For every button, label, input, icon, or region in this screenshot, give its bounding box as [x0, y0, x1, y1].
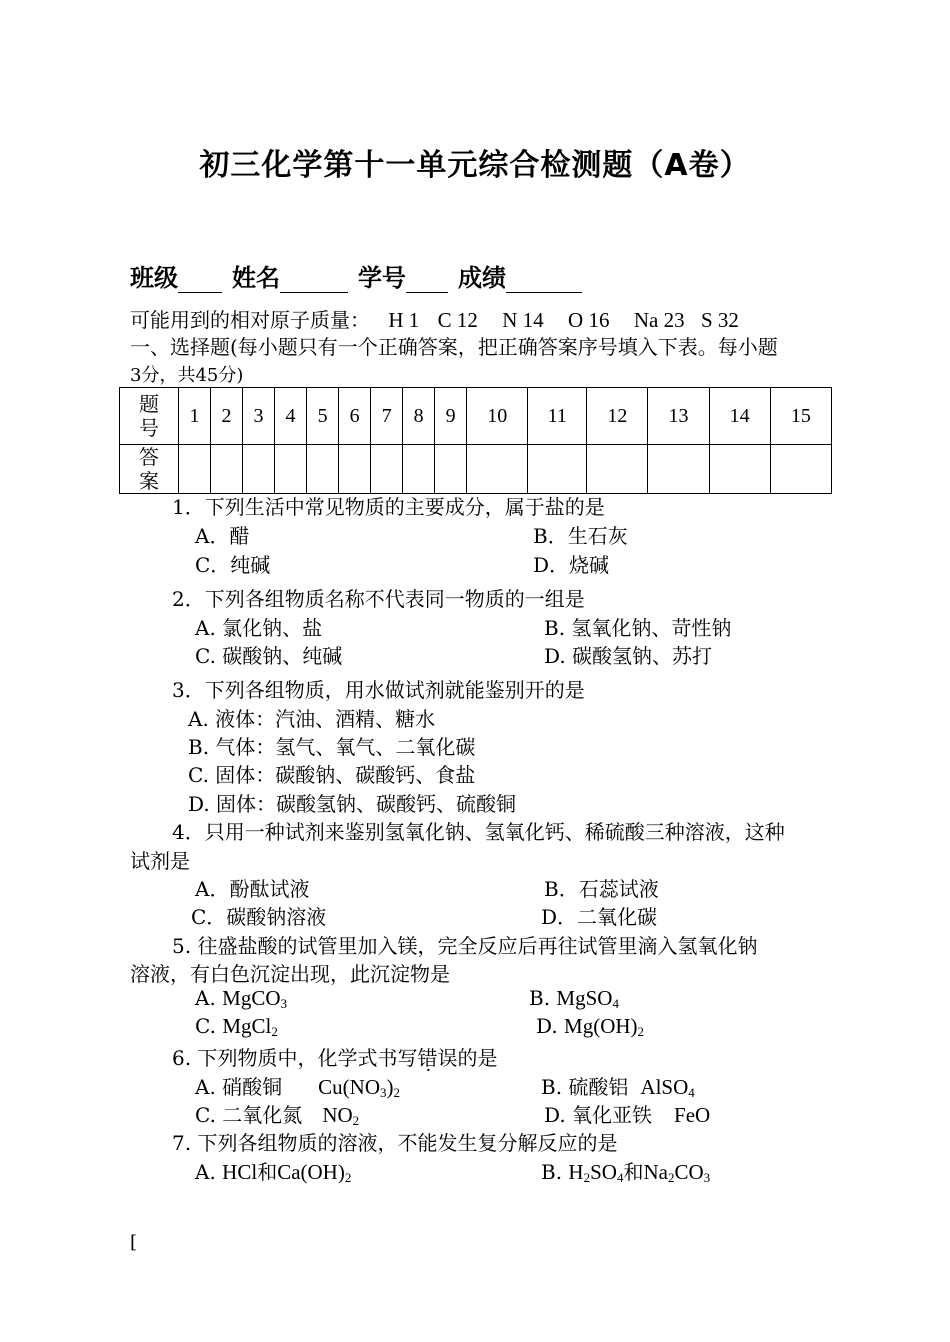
q3-option-b: B. 气体：氢气、氧气、二氧化碳 — [188, 735, 476, 759]
score-label: 成绩 — [458, 264, 506, 292]
q6-option-d: D. 氧化亚铁 FeO — [544, 1103, 711, 1127]
answer-cell[interactable] — [275, 445, 307, 494]
section-heading-line2: 3分，共45分) — [130, 365, 244, 386]
q4-option-b: B．石蕊试液 — [544, 877, 659, 901]
answer-table-header-row — [120, 388, 832, 445]
q2-stem: 2．下列各组物质名称不代表同一物质的一组是 — [172, 587, 585, 611]
q5-option-c: C. MgCl$_2$ — [195, 1014, 278, 1039]
q2-option-a: A. 氯化钠、盐 — [195, 616, 323, 640]
q5-option-b: B. MgSO$_4$ — [529, 986, 619, 1011]
answer-cell[interactable] — [587, 445, 648, 494]
q4-option-c: C．碳酸钠溶液 — [191, 905, 327, 929]
number-blank — [406, 268, 448, 293]
answer-cell[interactable] — [770, 445, 831, 494]
qnum-cell: 10 — [467, 388, 528, 445]
q7-stem: 7. 下列各组物质的溶液，不能发生复分解反应的是 — [172, 1131, 618, 1155]
q4-option-a: A．酚酞试液 — [195, 877, 310, 901]
q4-option-d: D．二氧化碳 — [541, 905, 658, 929]
answer-cell[interactable] — [339, 445, 371, 494]
q7-option-a: A. HCl和$Ca(OH)_2$ — [195, 1160, 352, 1185]
answer-cell[interactable] — [307, 445, 339, 494]
answer-table-answer-row — [120, 445, 832, 494]
q6-stem: 6. 下列物质中，化学式书写错误的是 — [172, 1046, 498, 1070]
atomic-mass-line — [130, 304, 739, 333]
q6-option-c: C. 二氧化氮 $NO_2$ — [195, 1103, 360, 1128]
answer-cell[interactable] — [211, 445, 243, 494]
atomic-mass-label: 可能用到的相对原子质量： — [130, 308, 370, 332]
section-heading-line1: 一、选择题(每小题只有一个正确答案，把正确答案序号填入下表。每小题 — [130, 335, 778, 359]
answer-header: 答 案 — [120, 445, 179, 494]
q2-option-c: C. 碳酸钠、纯碱 — [195, 644, 343, 668]
class-blank — [178, 268, 222, 293]
qnum-cell: 13 — [648, 388, 709, 445]
q1-stem: 1．下列生活中常见物质的主要成分，属于盐的是 — [172, 495, 605, 519]
qnum-cell: 1 — [179, 388, 211, 445]
class-label: 班级 — [130, 264, 178, 292]
question-number-header: 题 号 — [120, 388, 179, 445]
qnum-cell: 2 — [211, 388, 243, 445]
mass-na: Na 23 — [633, 308, 685, 332]
number-label: 学号 — [358, 264, 406, 292]
answer-cell[interactable] — [403, 445, 435, 494]
mass-n: N 14 — [502, 308, 544, 332]
answer-cell[interactable] — [467, 445, 528, 494]
q5-stem-line2: 溶液，有白色沉淀出现，此沉淀物是 — [130, 962, 450, 986]
q5-stem-line1: 5. 往盛盐酸的试管里加入镁，完全反应后再往试管里滴入氢氧化钠 — [172, 934, 758, 958]
name-label: 姓名 — [232, 264, 280, 292]
qnum-cell: 14 — [709, 388, 770, 445]
qnum-cell: 3 — [243, 388, 275, 445]
mass-c: C 12 — [437, 308, 478, 332]
answer-cell[interactable] — [179, 445, 211, 494]
score-blank — [506, 268, 582, 293]
q4-stem-line1: 4．只用一种试剂来鉴别氢氧化钠、氢氧化钙、稀硫酸三种溶液，这种 — [172, 820, 785, 844]
qnum-cell: 4 — [275, 388, 307, 445]
q3-stem: 3．下列各组物质，用水做试剂就能鉴别开的是 — [172, 678, 585, 702]
q5-option-d: D. $Mg(OH)_2$ — [536, 1014, 645, 1039]
qnum-cell: 11 — [528, 388, 587, 445]
student-info-line — [130, 258, 592, 293]
qnum-cell: 5 — [307, 388, 339, 445]
mass-o: O 16 — [568, 308, 610, 332]
q6-option-b: B. 硫酸铝 AlSO$_4$ — [541, 1075, 695, 1100]
answer-cell[interactable] — [709, 445, 770, 494]
q3-option-c: C. 固体：碳酸钠、碳酸钙、食盐 — [188, 763, 476, 787]
page-title: 初三化学第十一单元综合检测题（A卷） — [199, 148, 751, 183]
q6-option-a: A. 硝酸铜 $Cu(NO_3)_2$ — [195, 1075, 401, 1100]
q1-option-a: A．醋 — [195, 524, 250, 548]
answer-cell[interactable] — [528, 445, 587, 494]
qnum-cell: 12 — [587, 388, 648, 445]
q7-option-b: B. $H_2SO_4$和$Na_2CO_3$ — [541, 1160, 711, 1185]
q2-option-d: D. 碳酸氢钠、苏打 — [544, 644, 713, 668]
qnum-cell: 6 — [339, 388, 371, 445]
q4-stem-line2: 试剂是 — [130, 849, 190, 873]
answer-cell[interactable] — [243, 445, 275, 494]
mass-s: S 32 — [700, 308, 739, 332]
q3-option-a: A. 液体：汽油、酒精、糖水 — [188, 707, 436, 731]
q1-option-b: B．生石灰 — [533, 524, 628, 548]
name-blank — [280, 268, 348, 293]
answer-cell[interactable] — [371, 445, 403, 494]
q3-option-d: D. 固体：碳酸氢钠、碳酸钙、硫酸铜 — [188, 792, 517, 816]
qnum-cell: 9 — [435, 388, 467, 445]
qnum-cell: 15 — [770, 388, 831, 445]
answer-cell[interactable] — [648, 445, 709, 494]
answer-table — [119, 387, 832, 494]
q2-option-b: B. 氢氧化钠、苛性钠 — [544, 616, 732, 640]
qnum-cell: 7 — [371, 388, 403, 445]
answer-cell[interactable] — [435, 445, 467, 494]
q6-emphasis: 错误 — [417, 1046, 458, 1070]
q1-option-c: C．纯碱 — [195, 553, 271, 577]
qnum-cell: 8 — [403, 388, 435, 445]
footer-bracket: [ — [130, 1232, 138, 1253]
q5-option-a: A. MgCO$_3$ — [195, 986, 288, 1011]
q1-option-d: D．烧碱 — [533, 553, 610, 577]
mass-h: H 1 — [388, 308, 420, 332]
